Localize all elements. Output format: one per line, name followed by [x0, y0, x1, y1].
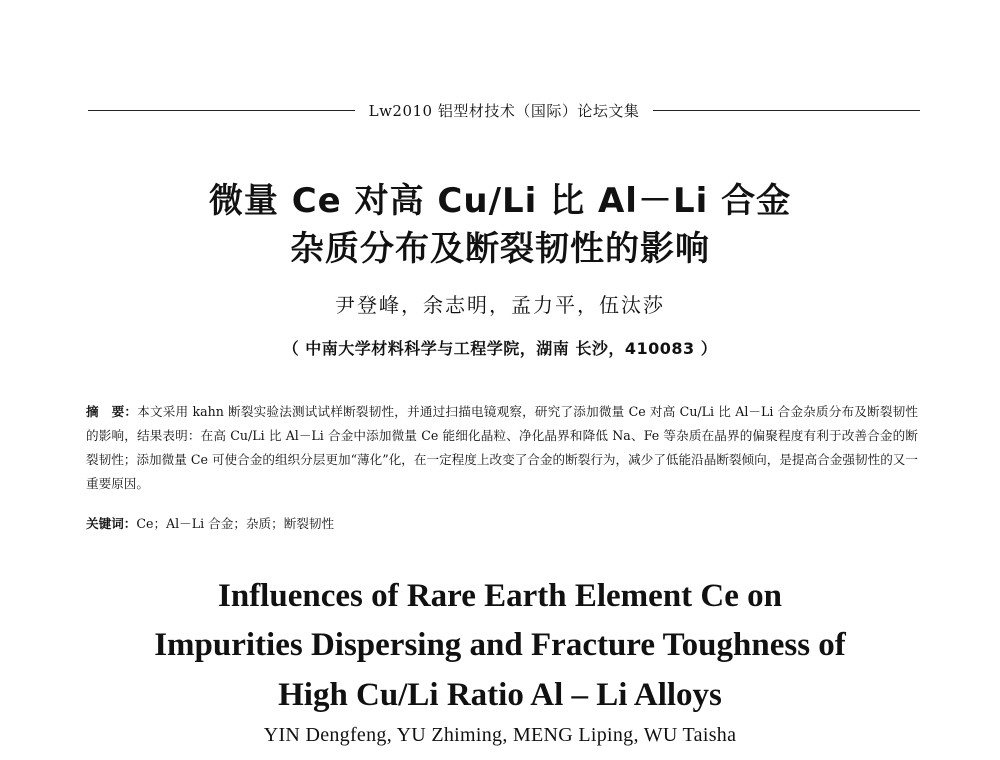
chinese-affiliation: （ 中南大学材料科学与工程学院，湖南 长沙，410083 ） [282, 339, 718, 358]
english-authors: YIN Dengfeng, YU Zhiming, MENG Liping, WU Taisha [263, 724, 737, 746]
chinese-abstract [86, 400, 918, 496]
chinese-authors: 尹登峰，余志明，孟力平，伍汰莎 [335, 293, 665, 317]
running-title: Lw2010 铝型材技术（国际）论坛文集 [368, 101, 640, 120]
keywords-text: Ce；Al－Li 合金；杂质；断裂韧性 [136, 516, 335, 531]
abstract-label: 摘 要： [86, 404, 138, 419]
header-rule-left [88, 110, 355, 111]
keywords-label: 关键词： [86, 516, 137, 531]
english-title-line-1: Influences of Rare Earth Element Ce on [218, 578, 782, 614]
chinese-title-line-1: 微量 Ce 对高 Cu/Li 比 Al－Li 合金 [208, 181, 792, 221]
running-header [88, 98, 920, 122]
english-title-line-3: High Cu/Li Ratio Al – Li Alloys [278, 677, 722, 713]
abstract-text: 本文采用 kahn 断裂实验法测试试样断裂韧性，并通过扫描电镜观察，研究了添加微量 Ce 对高 Cu/Li 比 Al－Li 合金杂质分布及断裂韧性的影响，结果表明：在高 Cu/Li 比 Al－Li 合金中添加微量 Ce 能细化晶粒、净化晶界和降低 Na、Fe 等杂质在晶界的偏聚程度有利于改善合金的断裂韧性；添加微量 Ce 可使合金的组织分层更加“薄化”化，在一定程度上改变了合金的断裂行为，减少了低能沿晶断裂倾向，是提高合金强韧性的又一重要原因。 [86, 404, 919, 491]
chinese-keywords [86, 512, 918, 536]
english-title-line-2: Impurities Dispersing and Fracture Toughness of [154, 627, 846, 663]
header-rule-right [653, 110, 920, 111]
chinese-title-line-2: 杂质分布及断裂韧性的影响 [290, 229, 710, 269]
